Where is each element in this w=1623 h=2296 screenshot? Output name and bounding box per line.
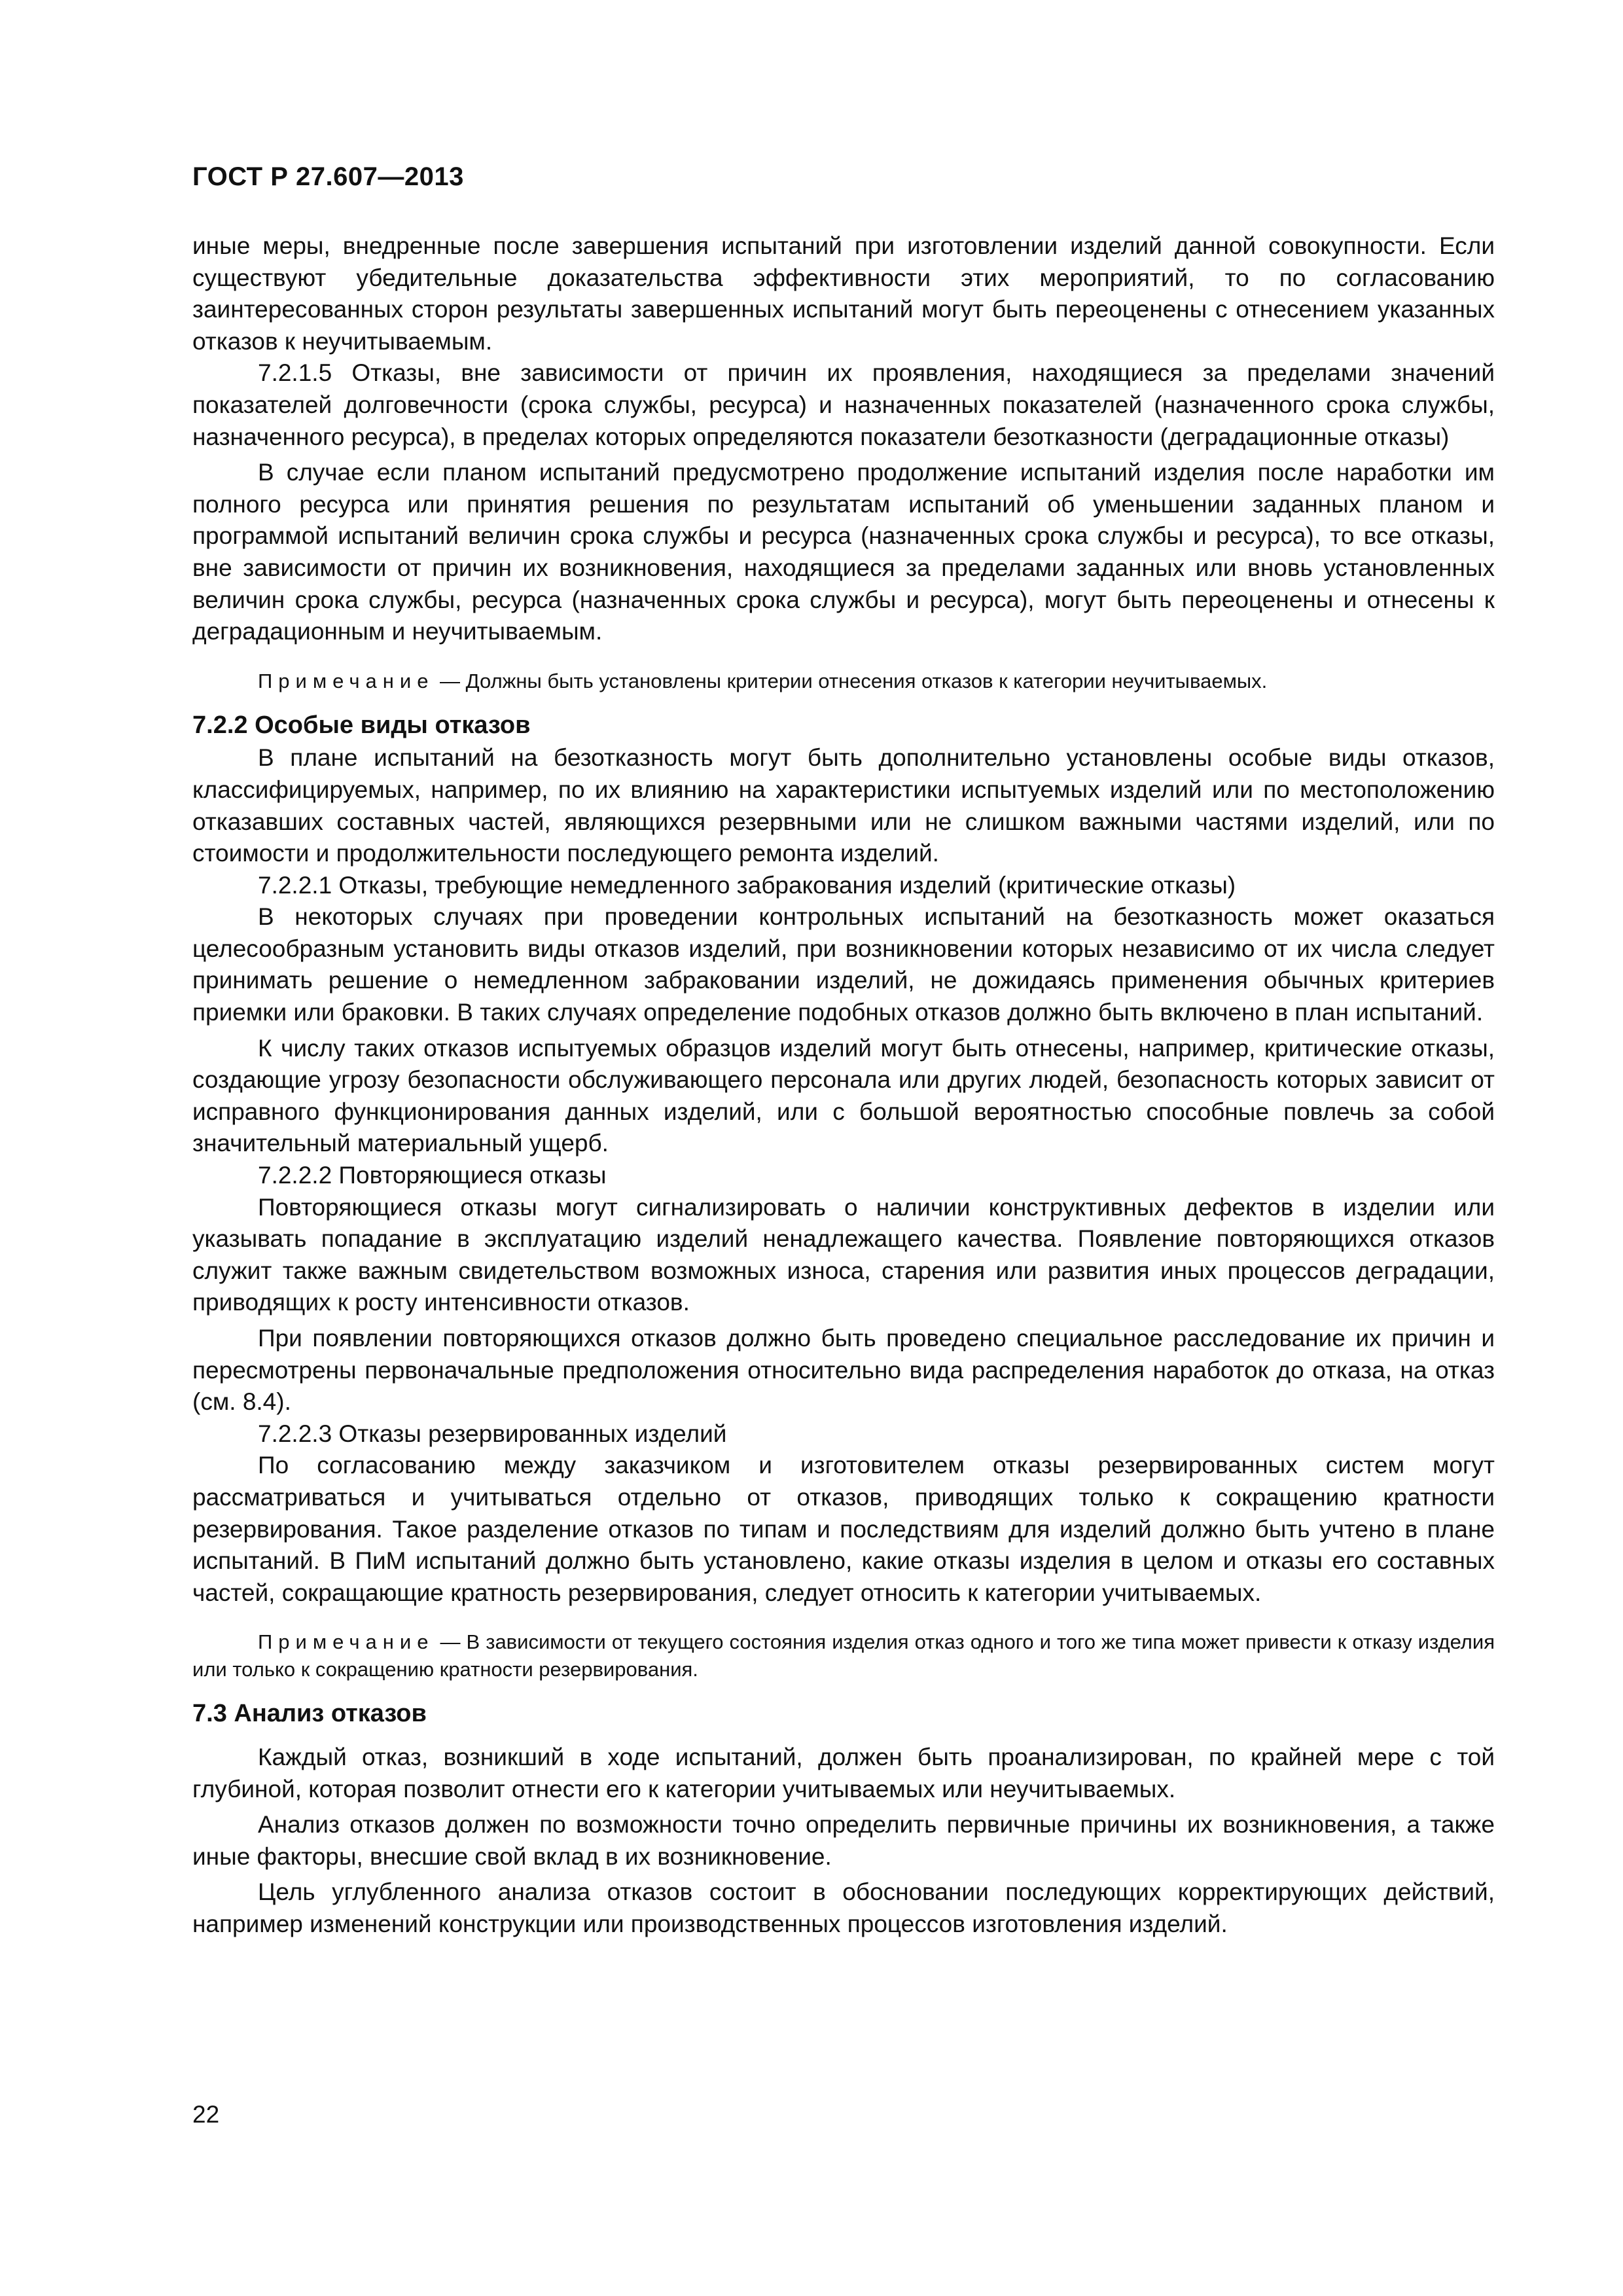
clause-7-2-2-1: 7.2.2.1 Отказы, требующие немедленного забракования изделий (критические отказы) (258, 871, 1236, 899)
section-heading-7-2-2: 7.2.2 Особые виды отказов (192, 711, 531, 739)
note (192, 668, 1495, 695)
page-number: 22 (192, 2101, 220, 2128)
paragraph: К числу таких отказов испытуемых образцов изделий могут быть отнесены, например, критические отказы, создающие угрозу безопасности обслуживающего персонала или других людей, безопасность которых зависит от исправного функционирования данных изделий, или с большой вероятностью способные повлечь за собой значительный материальный ущерб. (192, 1034, 1495, 1157)
paragraph: В плане испытаний на безотказность могут быть дополнительно установлены особые виды отказов, классифицируемых, например, по их влиянию на характеристики испытуемых изделий или по местоположению отказавших составных частей, являющихся резервными или не слишком важными частями изделий, или по стоимости и продолжительности последующего ремонта изделий. (192, 744, 1495, 867)
paragraph: Цель углубленного анализа отказов состоит в обосновании последующих корректирующих действий, например изменений конструкции или производственных процессов изготовления изделий. (192, 1878, 1495, 1937)
paragraph: При появлении повторяющихся отказов должно быть проведено специальное расследование их причин и пересмотрены первоначальные предположения относительно вида распределения наработок до отказа, на отказ (см. 8.4). (192, 1325, 1495, 1416)
paragraph: В случае если планом испытаний предусмотрено продолжение испытаний изделия после наработки им полного ресурса или принятия решения по результатам испытаний об уменьшении заданных планом и программой испытаний величин срока службы и ресурса (назначенных срока службы и ресурса), то все отказы, вне зависимости от причин их возникновения, находящиеся за пределами заданных или вновь установленных величин срока службы, ресурса (назначенных срока службы и ресурса), могут быть переоценены и отнесены к деградационным и неучитываемым. (192, 459, 1495, 645)
note (192, 1628, 1495, 1683)
paragraph: иные меры, внедренные после завершения испытаний при изготовлении изделий данной совокупности. Если существуют убедительные доказательства эффективности этих мероприятий, то по согласованию заинтересованных сторон результаты завершенных испытаний могут быть переоценены с отнесением указанных отказов к неучитываемым. (192, 232, 1495, 355)
note-label: Примечание (258, 669, 435, 692)
note-text: — В зависимости от текущего состояния изделия отказ одного и того же типа может привести к отказу изделия или только к сокращению кратности резервирования. (192, 1630, 1495, 1681)
paragraph: Каждый отказ, возникший в ходе испытаний, должен быть проанализирован, по крайней мере с той глубиной, которая позволит отнести его к категории учитываемых или неучитываемых. (192, 1743, 1495, 1803)
clause-7-2-2-2: 7.2.2.2 Повторяющиеся отказы (258, 1162, 607, 1189)
paragraph: Анализ отказов должен по возможности точно определить первичные причины их возникновения, а также иные факторы, внесшие свой вклад в их возникновение. (192, 1811, 1495, 1870)
section-heading-7-3: 7.3 Анализ отказов (192, 1700, 427, 1728)
paragraph: Повторяющиеся отказы могут сигнализировать о наличии конструктивных дефектов в изделии или указывать попадание в эксплуатацию изделий ненадлежащего качества. Появление повторяющихся отказов служит также важным свидетельством возможных износа, старения или развития иных процессов деградации, приводящих к росту интенсивности отказов. (192, 1193, 1495, 1316)
note-label: Примечание (258, 1630, 435, 1654)
clause-7-2-2-3: 7.2.2.3 Отказы резервированных изделий (258, 1420, 727, 1447)
note-text: — Должны быть установлены критерии отнесения отказов к категории неучитываемых. (434, 669, 1268, 692)
document-header: ГОСТ Р 27.607—2013 (192, 162, 464, 191)
paragraph: По согласованию между заказчиком и изготовителем отказы резервированных систем могут рассматриваться и учитываться отдельно от отказов, приводящих только к сокращению кратности резервирования. Такое разделение отказов по типам и последствиям для изделий должно быть учтено в плане испытаний. В ПиМ испытаний должно быть установлено, какие отказы изделия в целом и отказы его составных частей, сокращающие кратность резервирования, следует относить к категории учитываемых. (192, 1452, 1495, 1606)
document-body (192, 230, 1495, 1941)
paragraph: В некоторых случаях при проведении контрольных испытаний на безотказность может оказаться целесообразным установить виды отказов изделий, при возникновении которых независимо от их числа следует принимать решение о немедленном забраковании изделий, не дожидаясь применения обычных критериев приемки или браковки. В таких случаях определение подобных отказов должно быть включено в план испытаний. (192, 903, 1495, 1026)
clause-7-2-1-5: 7.2.1.5 Отказы, вне зависимости от причин их проявления, находящиеся за пределами значений показателей долговечности (срока службы, ресурса) и назначенных показателей (назначенного срока службы, назначенного ресурса), в пределах которых определяются показатели безотказности (деградационные отказы) (192, 359, 1495, 450)
